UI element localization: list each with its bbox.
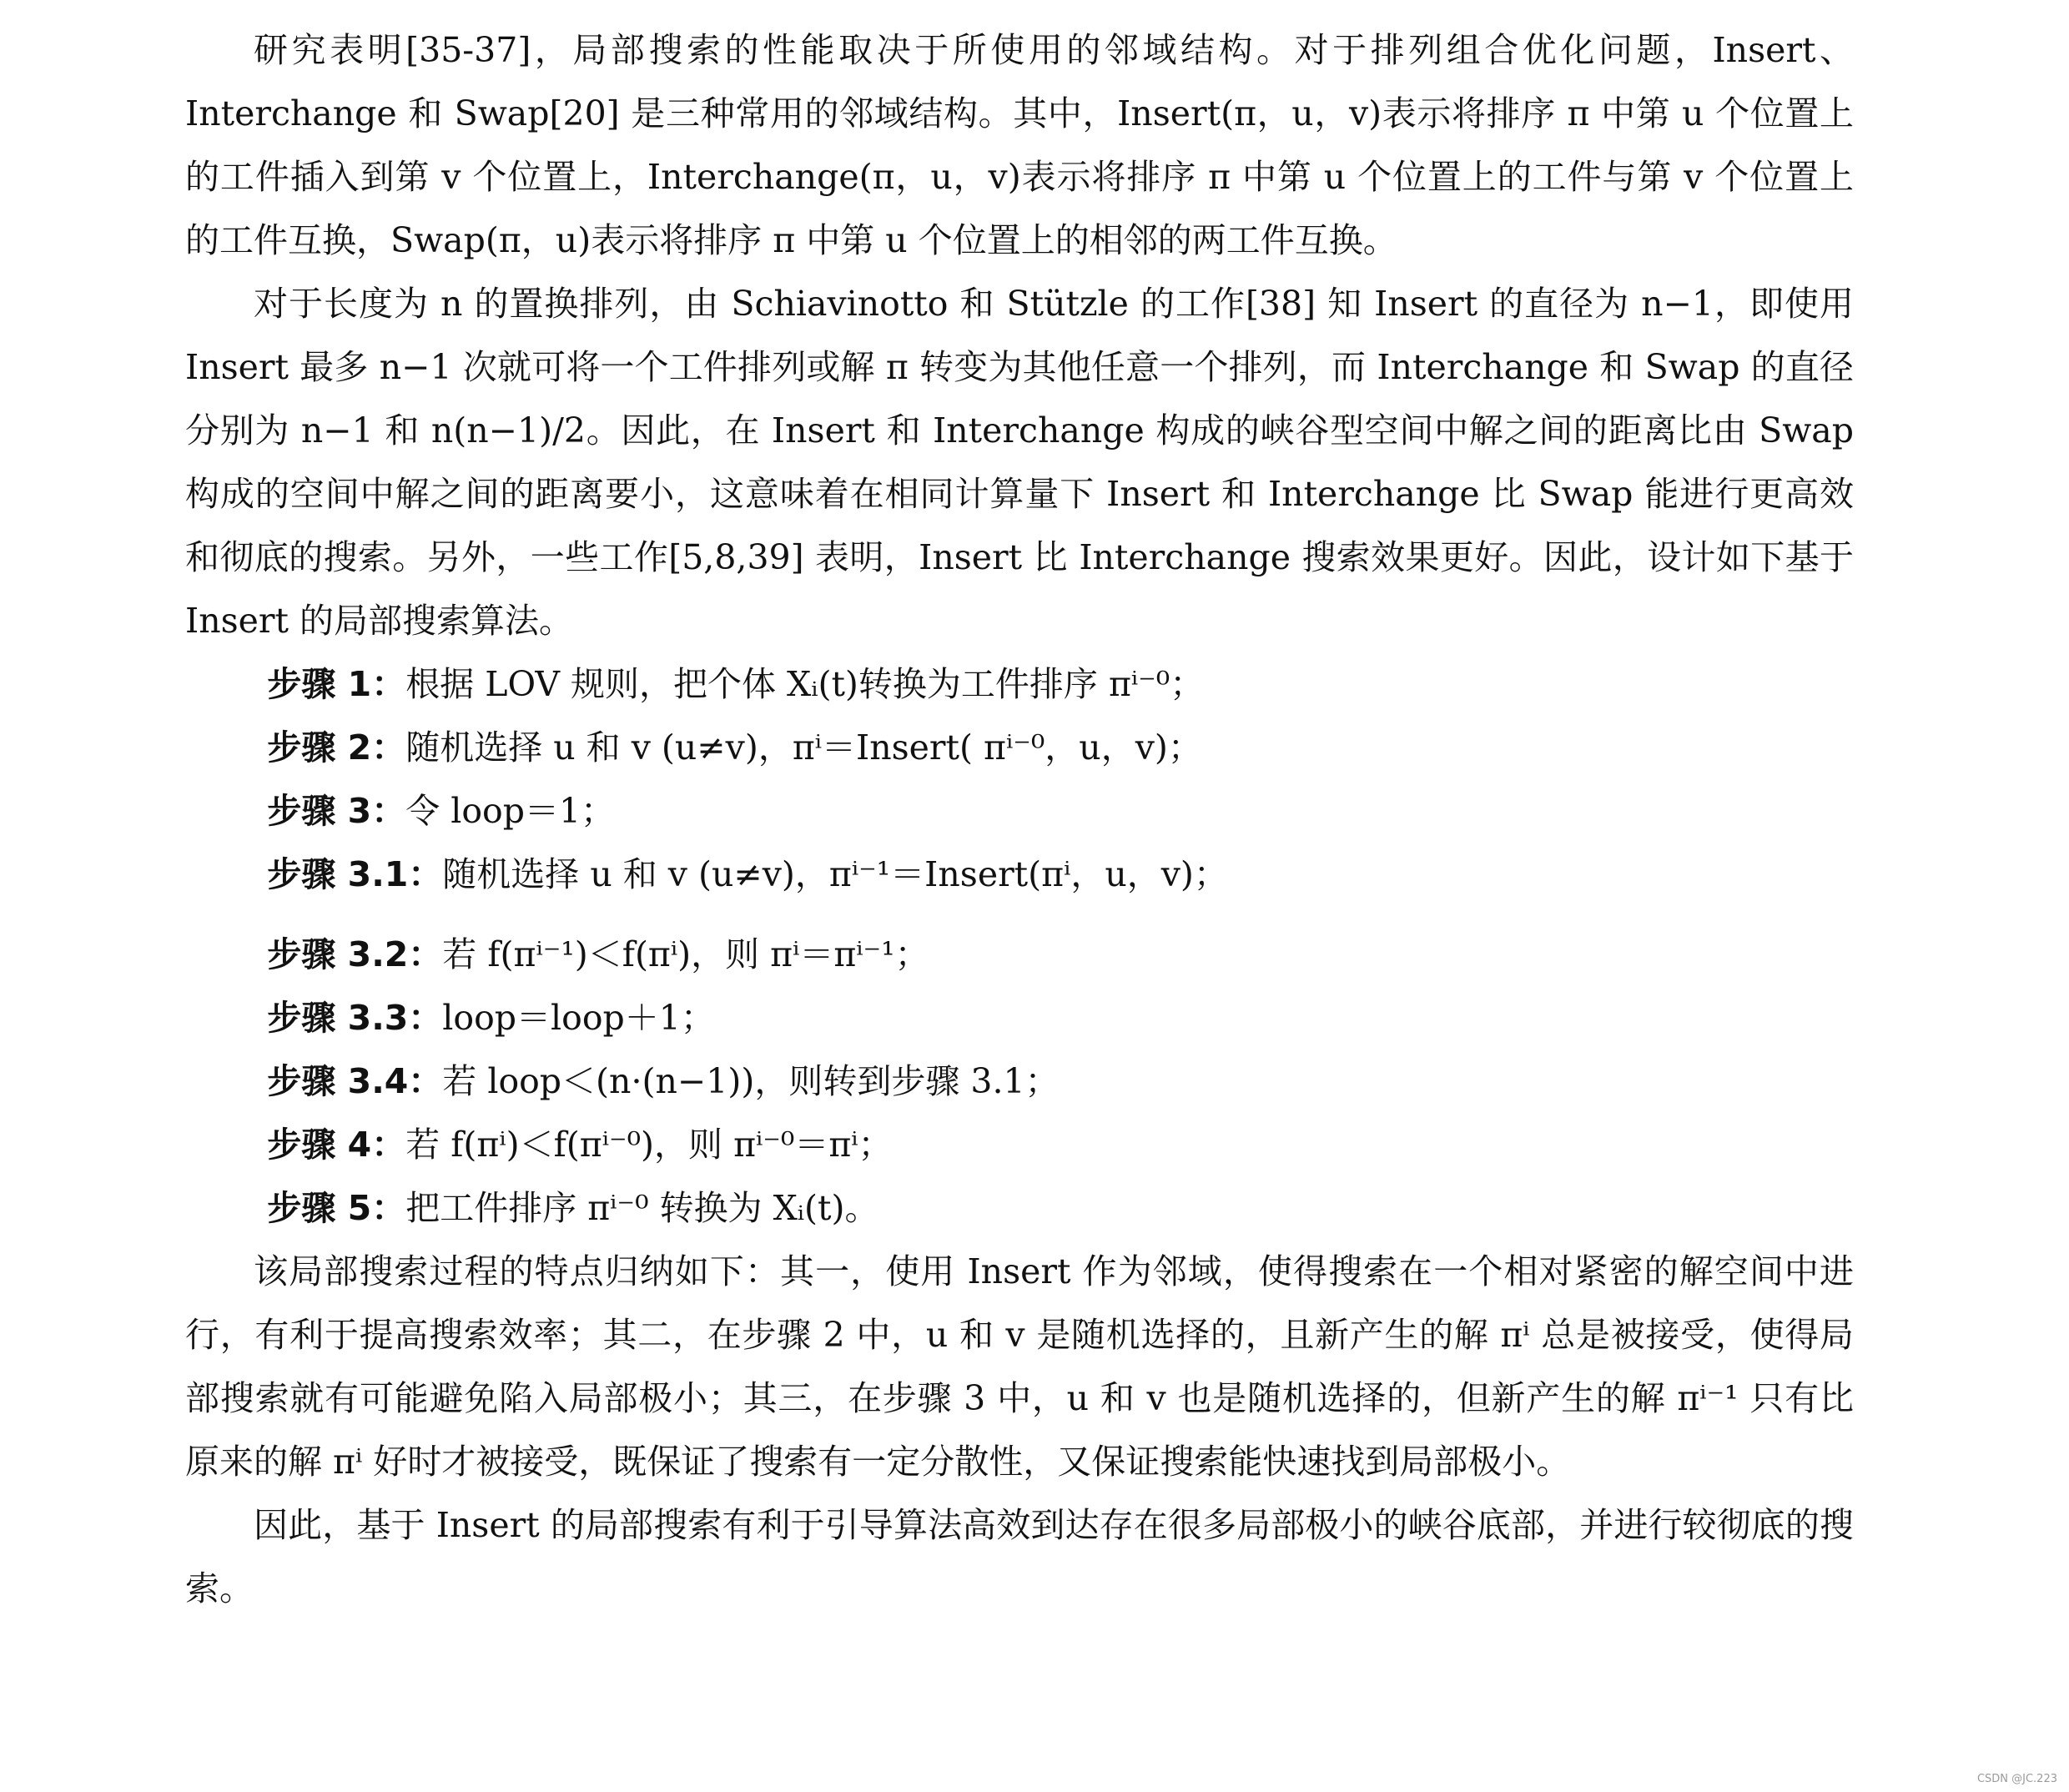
step-text: 把工件排序 πⁱ⁻⁰ 转换为 Xᵢ(t)。 — [405, 1188, 879, 1228]
step-label: 步骤 5： — [267, 1188, 406, 1228]
step-2 — [185, 716, 1854, 779]
step-text: loop＝loop＋1； — [442, 998, 715, 1038]
step-text: 令 loop＝1； — [405, 791, 616, 831]
step-text: 根据 LOV 规则，把个体 Xᵢ(t)转换为工件排序 πⁱ⁻⁰； — [405, 664, 1205, 704]
step-text: 若 loop＜(n·(n−1))，则转到步骤 3.1； — [442, 1061, 1060, 1101]
step-3 — [185, 779, 1854, 843]
step-label: 步骤 3.4： — [267, 1061, 443, 1101]
step-label: 步骤 3.1： — [267, 854, 443, 894]
paragraph-insert-diameter: 对于长度为 n 的置换排列，由 Schiavinotto 和 Stützle 的工作[38] 知 Insert 的直径为 n−1，即使用 Insert 最多 n−1 次就可将一个工件排列或解 π 转变为其他任意一个排列，而 Interchange 和 Swap 的直径分别为 n−1 和 n(n−1)/2。因此，在 Insert 和 Interchange 构成的峡谷型空间中解之间的距离比由 Swap 构成的空间中解之间的距离要小，这意味着在相同计算量下 Insert 和 Interchange 比 Swap 能进行更高效和彻底的搜索。另外，一些工作[5,8,39] 表明，Insert 比 Interchange 搜索效果更好。因此，设计如下基于 Insert 的局部搜索算法。 — [185, 284, 1854, 641]
watermark: CSDN @JC.223 — [1976, 1773, 2057, 1785]
step-label: 步骤 4： — [267, 1125, 406, 1165]
step-gap — [185, 906, 1854, 923]
step-label: 步骤 3.2： — [267, 934, 443, 974]
step-text: 随机选择 u 和 v (u≠v)，πⁱ＝Insert( πⁱ⁻⁰，u，v)； — [405, 727, 1202, 768]
algorithm-steps — [185, 652, 1854, 1240]
step-label: 步骤 3.3： — [267, 998, 443, 1038]
document-body — [185, 18, 1854, 1620]
step-3-3 — [185, 986, 1854, 1050]
paragraph-search-characteristics: 该局部搜索过程的特点归纳如下：其一，使用 Insert 作为邻域，使得搜索在一个相对紧密的解空间中进行，有利于提高搜索效率；其二，在步骤 2 中，u 和 v 是随机选择的，且新产生的解 πⁱ 总是被接受，使得局部搜索就有可能避免陷入局部极小；其三，在步骤 3 中，u 和 v 也是随机选择的，但新产生的解 πⁱ⁻¹ 只有比原来的解 πⁱ 好时才被接受，既保证了搜索有一定分散性，又保证搜索能快速找到局部极小。 — [185, 1251, 1854, 1482]
paragraph-neighborhood-structures: 研究表明[35-37]，局部搜索的性能取决于所使用的邻域结构。对于排列组合优化问题，Insert、Interchange 和 Swap[20] 是三种常用的邻域结构。其中，Insert(π，u，v)表示将排序 π 中第 u 个位置上的工件插入到第 v 个位置上，Interchange(π，u，v)表示将排序 π 中第 u 个位置上的工件与第 v 个位置上的工件互换，Swap(π，u)表示将排序 π 中第 u 个位置上的相邻的两工件互换。 — [185, 30, 1854, 260]
step-text: 若 f(πⁱ⁻¹)＜f(πⁱ)，则 πⁱ＝πⁱ⁻¹； — [442, 934, 929, 974]
step-5 — [185, 1176, 1854, 1240]
step-3-4 — [185, 1050, 1854, 1113]
paragraph-conclusion: 因此，基于 Insert 的局部搜索有利于引导算法高效到达存在很多局部极小的峡谷底部，并进行较彻底的搜索。 — [185, 1505, 1854, 1608]
step-label: 步骤 2： — [267, 727, 406, 768]
step-text: 随机选择 u 和 v (u≠v)，πⁱ⁻¹＝Insert(πⁱ，u，v)； — [442, 854, 1228, 894]
step-text: 若 f(πⁱ)＜f(πⁱ⁻⁰)，则 πⁱ⁻⁰＝πⁱ； — [405, 1125, 893, 1165]
step-label: 步骤 3： — [267, 791, 406, 831]
step-3-2 — [185, 923, 1854, 986]
step-3-1 — [185, 843, 1854, 906]
step-label: 步骤 1： — [267, 664, 406, 704]
step-4 — [185, 1113, 1854, 1176]
step-1 — [185, 652, 1854, 716]
